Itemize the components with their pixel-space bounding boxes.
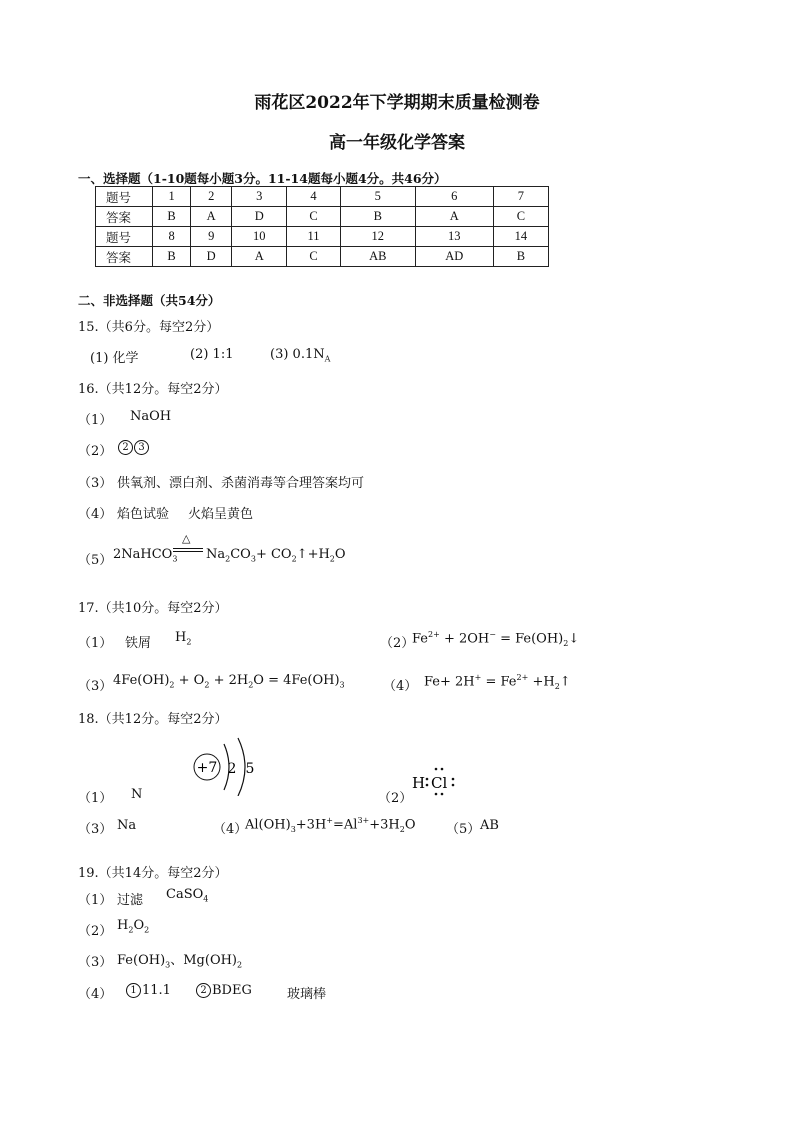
circled-number: 2 — [118, 440, 133, 455]
q19-answer-4c: 玻璃棒 — [287, 987, 327, 1002]
atom-structure-diagram — [188, 736, 260, 796]
table-cell: B — [153, 207, 191, 227]
q19-answer-3: $Fe(OH)_3$、$Mg(OH)_2$ — [117, 953, 243, 970]
q16-heading: 16.（共12分。每空2分） — [78, 382, 228, 397]
q19-number-4: （4） — [78, 987, 113, 1002]
q19-answer-1a: 过滤 — [117, 893, 144, 908]
section1-heading: 一、选择题（1-10题每小题3分。11-14题每小题4分。共46分） — [78, 171, 447, 186]
q17-heading: 17.（共10分。每空2分） — [78, 601, 228, 616]
row-label: 题号 — [96, 227, 153, 247]
reaction-arrow — [173, 548, 203, 552]
table-cell: B — [153, 247, 191, 267]
table-cell: A — [191, 207, 232, 227]
table-cell: A — [232, 247, 287, 267]
table-cell: 12 — [340, 227, 415, 247]
q19-heading: 19.（共14分。每空2分） — [78, 866, 228, 881]
electron-dot — [441, 768, 444, 771]
electron-shell-2 — [238, 738, 245, 796]
table-row — [96, 227, 549, 247]
circled-number: 2 — [196, 983, 211, 998]
table-cell: B — [493, 247, 548, 267]
q16-answer-4a: 焰色试验 — [117, 507, 170, 522]
q16-answer-3: 供氧剂、漂白剂、杀菌消毒等合理答案均可 — [117, 476, 365, 491]
circled-number: 3 — [134, 440, 149, 455]
table-cell: C — [287, 207, 340, 227]
q18-number-4: （4） — [213, 822, 248, 837]
table-cell: D — [191, 247, 232, 267]
table-cell: C — [287, 247, 340, 267]
section2-heading: 二、非选择题（共54分） — [78, 293, 221, 308]
chlorine-symbol: Cl — [431, 774, 448, 792]
q15-heading: 15.（共6分。每空2分） — [78, 320, 220, 335]
q18-number-5: （5） — [446, 822, 481, 837]
q19-number-1: （1） — [78, 893, 113, 908]
table-cell: 8 — [153, 227, 191, 247]
table-cell: A — [415, 207, 493, 227]
q15-answer-3: (3) $0.1N_A$ — [270, 347, 331, 364]
q17-number-1: （1） — [78, 636, 113, 651]
q19-answer-1b: CaSO$_4$ — [166, 887, 209, 904]
page-subtitle: 高一年级化学答案 — [329, 133, 465, 153]
q18-answer-3: Na — [117, 818, 137, 833]
electron-dot — [441, 793, 444, 796]
page-title: 雨花区2022年下学期期末质量检测卷 — [254, 93, 540, 113]
table-cell: 10 — [232, 227, 287, 247]
q15-answer-1: (1) 化学 — [90, 351, 139, 366]
q17-number-2: （2） — [380, 636, 415, 651]
table-cell: 2 — [191, 187, 232, 207]
q18-heading: 18.（共12分。每空2分） — [78, 712, 228, 727]
table-cell: 3 — [232, 187, 287, 207]
table-row — [96, 187, 549, 207]
q18-number-3: （3） — [78, 822, 113, 837]
q19-answer-4b: 2 BDEG — [196, 983, 252, 998]
q16-equation-right: $Na_2CO_3+$ $CO_2↑+H_2O$ — [206, 547, 346, 564]
q18-answer-5: AB — [480, 818, 499, 833]
table-cell: D — [232, 207, 287, 227]
q16-answer-2 — [118, 440, 150, 455]
q18-number-1: （1） — [78, 791, 113, 806]
electron-dot — [426, 784, 429, 787]
electron-dot — [452, 778, 455, 781]
row-label: 答案 — [96, 247, 153, 267]
table-cell: AD — [415, 247, 493, 267]
q16-answer-1: NaOH — [130, 409, 172, 424]
table-cell: 7 — [493, 187, 548, 207]
table-cell: 4 — [287, 187, 340, 207]
shell2-electrons: 5 — [245, 761, 255, 777]
q17-answer-4: $Fe+ 2H^+ = Fe^{2+}$ $+H_2↑$ — [424, 673, 571, 691]
q17-answer-1b: $H_2$ — [175, 630, 192, 647]
row-label: 题号 — [96, 187, 153, 207]
table-cell: C — [493, 207, 548, 227]
q17-number-4: （4） — [383, 679, 418, 694]
q18-answer-1: N — [131, 787, 143, 802]
hydrogen-symbol: H — [412, 774, 426, 792]
q18-answer-4: $Al(OH)_3+3H^+=Al^{3+}+3H_2O$ — [245, 816, 416, 834]
table-cell: 6 — [415, 187, 493, 207]
electron-dot — [435, 793, 438, 796]
electron-dot — [452, 784, 455, 787]
table-row — [96, 247, 549, 267]
table-cell: 14 — [493, 227, 548, 247]
shell1-electrons: 2 — [227, 761, 237, 777]
q17-answer-1a: 铁屑 — [125, 636, 152, 651]
q19-number-3: （3） — [78, 955, 113, 970]
table-cell: 5 — [340, 187, 415, 207]
q19-answer-2: $H_2O_2$ — [117, 918, 150, 935]
table-cell: 11 — [287, 227, 340, 247]
table-cell: 13 — [415, 227, 493, 247]
table-cell: AB — [340, 247, 415, 267]
electron-dot — [426, 778, 429, 781]
q19-number-2: （2） — [78, 924, 113, 939]
heat-condition: △ — [182, 532, 191, 545]
row-label: 答案 — [96, 207, 153, 227]
table-cell: 1 — [153, 187, 191, 207]
q19-answer-4a: 1 11.1 — [126, 983, 171, 998]
q15-answer-2: (2) 1:1 — [190, 347, 234, 362]
q16-number-2: （2） — [78, 444, 113, 459]
table-cell: 9 — [191, 227, 232, 247]
q16-number-5: （5） — [78, 553, 113, 568]
circled-number: 1 — [126, 983, 141, 998]
q17-answer-2: $Fe^{2+} + 2OH^-$ = $Fe(OH)_2↓$ — [412, 630, 580, 648]
table-row — [96, 207, 549, 227]
q17-answer-3: $4Fe(OH)_2 + O_2 + 2H_2O = 4Fe(OH)_3$ — [113, 673, 345, 690]
electron-dot — [435, 768, 438, 771]
answer-table — [95, 186, 549, 267]
q17-number-3: （3） — [78, 679, 113, 694]
nucleus-charge: +7 — [196, 760, 218, 776]
q16-answer-4b: 火焰呈黄色 — [188, 507, 254, 522]
q16-number-4: （4） — [78, 507, 113, 522]
q16-number-1: （1） — [78, 413, 113, 428]
q16-number-3: （3） — [78, 476, 113, 491]
table-cell: B — [340, 207, 415, 227]
q18-number-2: （2） — [378, 791, 413, 806]
hcl-electron-dot-formula — [410, 764, 464, 798]
q16-equation-left: 2NaHCO$_3$ — [113, 547, 178, 564]
